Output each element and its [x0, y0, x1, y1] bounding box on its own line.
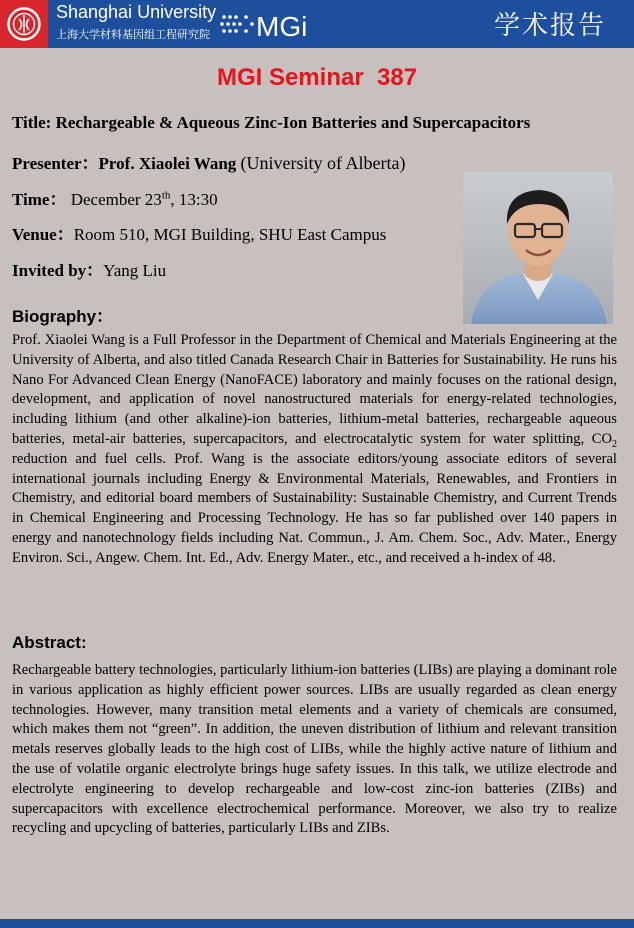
- mgi-logo-text: MGi: [256, 11, 308, 42]
- biography-text-part-1: Prof. Xiaolei Wang is a Full Professor in the Department of Chemical and Materials Engineering at the University of Alberta, and also titled Canada Research Chair in Batteries for Sustainability. He runs his Nano For Advanced Clean Energy (NanoFACE) laboratory and mainly focuses on the rational design, development, and application of novel nanostructured materials for energy-related technologies, including lithium (and other alkaline)-ion batteries, lithium-metal batteries, rechargeable aqueous batteries, metal-air batteries, supercapacitors, and electrocatalytic system for water splitting, CO: [12, 332, 617, 447]
- biography-text-part-2: reduction and fuel cells. Prof. Wang is the associate editors/young associate editors of several international journals including Energy & Environmental Materials, Renewables, and Frontiers in Chemistry, and editorial board members of Sustainability: Sustainable Chemistry, and Current Trends in Chemical Engineering and Processing Technology. He has so far published over 140 papers in energy and nanotechnology fields including Nat. Commun., J. Am. Chem. Soc., Adv. Mater., Energy Environ. Sci., Angew. Chem. Int. Ed., Adv. Energy Mater., etc., and received a h-index of 48.: [12, 450, 617, 566]
- biography-heading: Biography：: [12, 307, 114, 326]
- biography-text: [12, 331, 617, 569]
- talk-title-value: Rechargeable & Aqueous Zinc-Ion Batteries and Supercapacitors: [55, 113, 531, 132]
- invited-line: [12, 256, 166, 281]
- university-name-en: Shanghai University: [56, 2, 217, 22]
- invited-label: Invited by：: [12, 261, 104, 280]
- presenter-portrait-icon: [463, 172, 613, 324]
- venue-line: [12, 220, 386, 245]
- time-line: [12, 185, 218, 210]
- biography-co2-subscript: 2: [612, 438, 617, 450]
- talk-title-line: [12, 113, 530, 133]
- abstract-text: Rechargeable battery technologies, particularly lithium-ion batteries (LIBs) are playing a dominant role in various application as highly efficient power sources. LIBs are usually regarded as clean energy technologies. However, many transition metal elements and a variety of chemicals are consumed, which makes them not “green”. In addition, the uneven distribution of lithium and relevant transition metals reserves globally leads to the high cost of LIBs, while the highly active nature of lithium and the use of volatile organic electrolyte brings huge safety issues. In this talk, we utilize electrode and electrolyte engineering to develop rechargeable and low-cost zinc-ion batteries (ZIBs) and supercapacitors with excellence electrochemical performance. Moreover, we also try to realize recycling and upcycling of batteries, particularly LIBs and ZIBs.: [12, 662, 617, 837]
- time-date: December 23: [70, 190, 162, 209]
- header-bar: [0, 0, 634, 48]
- university-seal-icon: [7, 5, 41, 43]
- academic-report-label: 学术报告: [493, 11, 606, 41]
- presenter-name: Prof. Xiaolei Wang: [98, 154, 237, 173]
- venue-label: Venue：: [12, 225, 74, 244]
- university-logo: [0, 0, 48, 48]
- abstract-heading: Abstract:: [12, 633, 87, 652]
- footer-bar: [0, 919, 634, 928]
- seminar-title: MGI Seminar 387: [216, 64, 418, 91]
- time-label: Time：: [12, 190, 67, 209]
- time-clock: , 13:30: [170, 190, 218, 209]
- presenter-line: [12, 149, 406, 174]
- mgi-logo-icon: [218, 6, 308, 42]
- talk-title-label: Title:: [12, 113, 52, 132]
- institute-name-cn: 上海大学材料基因组工程研究院: [56, 28, 210, 41]
- invited-value: Yang Liu: [103, 261, 167, 280]
- presenter-label: Presenter：: [12, 154, 99, 173]
- presenter-photo: [463, 172, 613, 324]
- time-date-suffix: th: [161, 189, 171, 202]
- presenter-affiliation: (University of Alberta): [240, 153, 406, 173]
- venue-value: Room 510, MGI Building, SHU East Campus: [73, 225, 387, 244]
